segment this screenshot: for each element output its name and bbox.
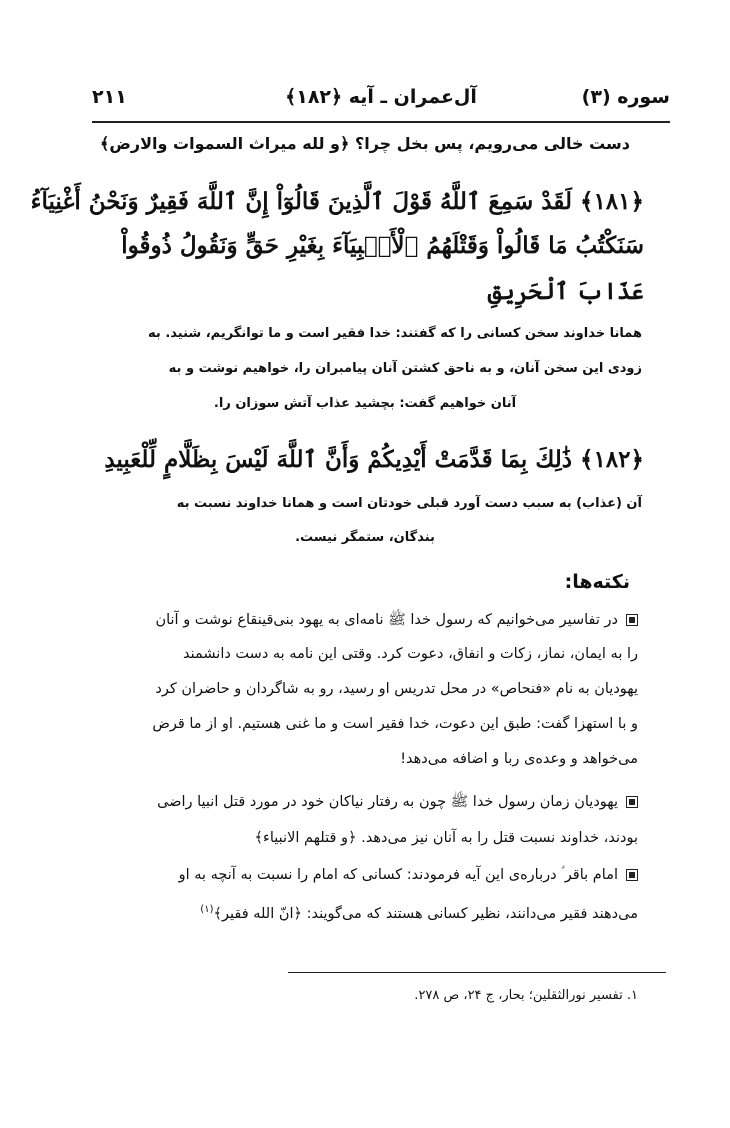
ayah-181-line-1: ﴿۱۸۱﴾ لَقَدْ سَمِعَ ٱللَّهُ قَوْلَ ٱلَّذِينَ قَالُوٓاْ إِنَّ ٱللَّهَ فَقِيرٌ وَنَحْنُ أَغْنِيَآءُ	[30, 188, 644, 215]
translation-182-line-2: بندگان، ستمگر نیست.	[295, 530, 435, 545]
footnote-reference[interactable]: (۱)	[200, 904, 214, 915]
footnote-divider	[288, 972, 666, 973]
note-1-line-4: و با استهزا گفت: طبق این دعوت، خدا فقیر است و ما غنی هستیم. او از ما قرض	[152, 716, 638, 732]
translation-181-line-2: زودی این سخن آنان، و به ناحق کشتن آنان پیامبران را، خواهیم نوشت و به	[168, 361, 642, 376]
notes-heading: نکته‌ها:	[564, 571, 630, 593]
note-3-line-1: امام باقر ؑ درباره‌ی این آیه فرمودند: کسانی که امام را نسبت به آنچه به او	[179, 867, 638, 883]
translation-181-line-1: همانا خداوند سخن کسانی را که گفتند: خدا فقیر است و ما توانگریم، شنید. به	[148, 326, 642, 341]
translation-182-line-1: آن (عذاب) به سبب دست آورد قبلی خودتان است و همانا خداوند نسبت به	[176, 496, 642, 511]
intro-line: دست خالی می‌رویم، پس بخل چرا؟ ﴿و لله میراث السموات والارض﴾	[100, 134, 630, 153]
footnote: ۱. تفسیر نورالثقلین؛ بحار، ج ۲۴، ص ۲۷۸.	[414, 988, 638, 1003]
header-divider	[92, 121, 670, 123]
ayah-181-line-2: سَنَكْتُبُ مَا قَالُواْ وَقَتْلَهُمُ ٱلْأَنۢبِيَآءَ بِغَيْرِ حَقٍّ وَنَقُولُ ذُوقُواْ	[121, 232, 644, 259]
ayah-181-line-3: عَذَابَ ٱلْحَرِيقِ	[487, 278, 644, 305]
page-header	[92, 86, 670, 120]
header-title: آل‌عمران ـ آیه ﴿۱۸۲﴾	[285, 86, 477, 108]
note-2-line-2: بودند، خداوند نسبت قتل را به آنان نیز می‌دهد. ﴿و قتلهم الانبیاء﴾	[254, 830, 638, 846]
note-3-line-2: می‌دهند فقیر می‌دانند، نظیر کسانی هستند که می‌گویند: ﴿انّ الله فقیر﴾$^{(۱)}$	[200, 904, 638, 922]
note-1-line-3: یهودیان به نام «فنحاص» در محل تدریس او رسید، رو به شاگردان و حاضران کرد	[155, 681, 638, 697]
note-1-line-1: در تفاسیر می‌خوانیم که رسول خدا ﷺ نامه‌ای به یهود بنی‌قینقاع نوشت و آنان	[155, 611, 638, 632]
square-bullet-icon	[626, 614, 638, 626]
page-number: ۲۱۱	[92, 86, 127, 108]
note-1-line-2: را به ایمان، نماز، زکات و انفاق، دعوت کرد. وقتی این نامه به دست دانشمند	[183, 646, 638, 662]
square-bullet-icon	[626, 796, 638, 808]
translation-181-line-3: آنان خواهیم گفت: بچشید عذاب آتش سوزان را.	[213, 396, 517, 411]
note-2-line-1: یهودیان زمان رسول خدا ﷺ چون به رفتار نیاکان خود در مورد قتل انبیا راضی	[157, 793, 638, 814]
note-1-line-5: می‌خواهد و وعده‌ی ربا و اضافه می‌دهد!	[400, 751, 638, 767]
sura-label: سوره (۳)	[581, 86, 670, 108]
ayah-182: ﴿۱۸۲﴾ ذَٰلِكَ بِمَا قَدَّمَتْ أَيْدِيكُمْ وَأَنَّ ٱللَّهَ لَيْسَ بِظَلَّامٍ لِّلْعَبِيدِ	[104, 446, 644, 473]
square-bullet-icon	[626, 869, 638, 881]
